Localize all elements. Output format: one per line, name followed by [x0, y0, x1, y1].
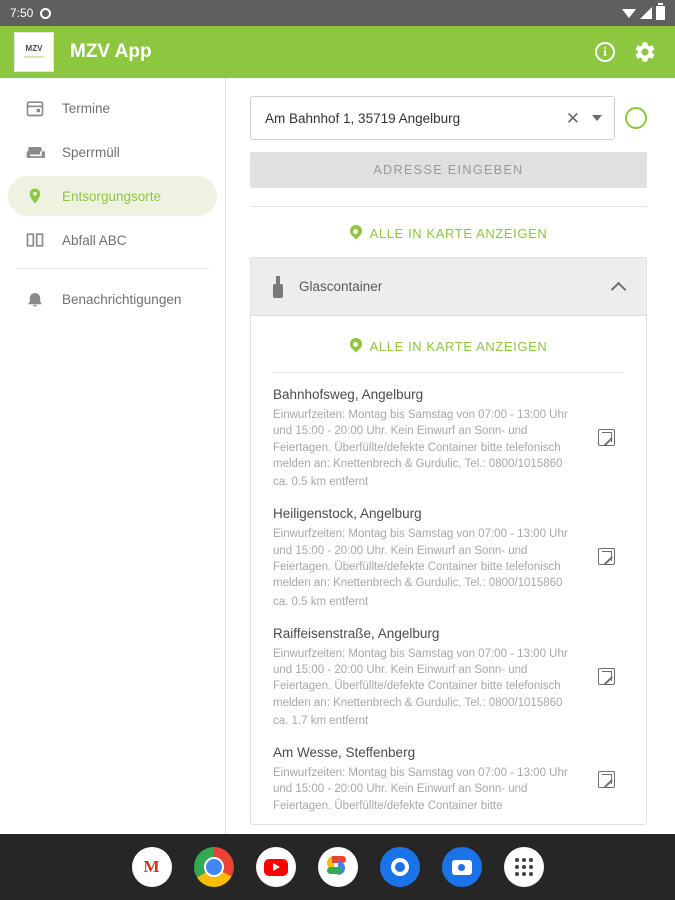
location-description: Einwurfzeiten: Montag bis Samstag von 07:00 - 13:00 Uhr und 15:00 - 20:00 Uhr. Kein Einwurf an Sonn- und Feiertagen. Überfüllte/defekte Container bitte telefonisch melden an: Knettenbrech & Gurdulic, Tel.: 0800/1015860: [273, 647, 568, 709]
app-body: [0, 78, 675, 834]
open-external-icon[interactable]: [588, 771, 624, 788]
show-all-on-map-label: ALLE IN KARTE ANZEIGEN: [369, 225, 548, 241]
sidebar-item-abfall-abc[interactable]: [8, 220, 217, 260]
location-info: [273, 626, 588, 727]
list-item[interactable]: [273, 373, 624, 492]
glascontainer-card: [250, 257, 647, 825]
sofa-icon: [22, 141, 48, 163]
chevron-down-icon[interactable]: [592, 115, 602, 121]
close-icon[interactable]: ✕: [565, 108, 580, 128]
bell-icon: [22, 288, 48, 310]
location-description: Einwurfzeiten: Montag bis Samstag von 07:00 - 13:00 Uhr und 15:00 - 20:00 Uhr. Kein Einwurf an Sonn- und Feiertagen. Überfüllte/defekte Container bitte telefonisch melden an: Knettenbrech & Gurdulic, Tel.: 0800/1015860: [273, 528, 568, 590]
map-pin-icon: [350, 338, 362, 354]
app-logo-line1: MZV: [25, 43, 43, 53]
system-dock: [0, 834, 675, 900]
location-distance: ca. 0.5 km entfernt: [273, 595, 369, 608]
location-info: [273, 387, 588, 488]
app-logo-line2: mittelhessen: [24, 54, 44, 59]
sidebar-item-benachrichtigungen[interactable]: [8, 279, 217, 319]
glascontainer-card-header[interactable]: [251, 258, 646, 316]
sidebar-item-label: Benachrichtigungen: [62, 291, 182, 307]
app-drawer-icon[interactable]: [504, 847, 544, 887]
app-logo: [14, 32, 54, 72]
settings-icon[interactable]: [380, 847, 420, 887]
location-description: Einwurfzeiten: Montag bis Samstag von 07:00 - 13:00 Uhr und 15:00 - 20:00 Uhr. Kein Einwurf an Sonn- und Feiertagen. Überfüllte/defekte Container bitte telefonisch melden an: Knettenbrech & Gurdulic, Tel.: 0800/1015860: [273, 409, 568, 470]
status-bar-right: [622, 6, 665, 20]
location-name: Am Wesse, Steffenberg: [273, 744, 416, 760]
sidebar-item-label: Termine: [62, 100, 111, 116]
main-content: [226, 78, 675, 834]
glascontainer-card-body: [251, 316, 646, 824]
map-pin-icon: [350, 225, 362, 241]
youtube-icon[interactable]: [256, 847, 296, 887]
info-icon: i: [595, 42, 615, 62]
chrome-icon[interactable]: [194, 847, 234, 887]
sidebar-item-termine[interactable]: [8, 88, 217, 128]
book-icon: [22, 229, 48, 251]
wifi-icon: [622, 9, 636, 18]
info-button[interactable]: [589, 36, 621, 68]
status-bar-left: [10, 6, 51, 20]
settings-button[interactable]: [629, 36, 661, 68]
app-bar: [0, 26, 675, 78]
sidebar-divider: [16, 268, 209, 269]
status-clock: 7:50: [10, 6, 34, 20]
list-item[interactable]: [273, 731, 624, 818]
camera-icon[interactable]: [442, 847, 482, 887]
list-item[interactable]: [273, 492, 624, 611]
gear-icon: [40, 8, 51, 19]
battery-icon: [656, 6, 665, 20]
locate-icon[interactable]: [625, 107, 647, 129]
card-show-all-on-map-label: ALLE IN KARTE ANZEIGEN: [369, 338, 548, 354]
sidebar-item-entsorgungsorte[interactable]: [8, 176, 217, 216]
bottle-icon: [273, 276, 283, 298]
signal-icon: [640, 7, 652, 19]
chevron-up-icon[interactable]: [611, 281, 627, 297]
photos-icon[interactable]: [318, 847, 358, 887]
status-bar: [0, 0, 675, 26]
submit-address-button[interactable]: ADRESSE EINGEBEN: [250, 152, 647, 188]
open-external-icon[interactable]: [588, 429, 624, 446]
gear-icon: [633, 40, 657, 64]
page-title: MZV App: [70, 41, 152, 62]
list-item[interactable]: [273, 612, 624, 731]
location-name: Raiffeisenstraße, Angelburg: [273, 625, 440, 641]
calendar-icon: [22, 97, 48, 119]
address-input[interactable]: [250, 96, 615, 140]
gmail-label: M: [143, 857, 160, 876]
open-external-icon[interactable]: [588, 668, 624, 685]
location-info: [273, 506, 588, 607]
sidebar: [0, 78, 226, 834]
show-all-on-map-link[interactable]: [250, 207, 647, 257]
location-name: Bahnhofsweg, Angelburg: [273, 387, 424, 402]
glascontainer-card-title: Glascontainer: [299, 279, 383, 294]
sidebar-item-label: Sperrmüll: [62, 144, 120, 160]
card-show-all-on-map-link[interactable]: [273, 316, 624, 373]
location-info: [273, 745, 588, 814]
sidebar-item-label: Entsorgungsorte: [62, 188, 162, 204]
location-description: Einwurfzeiten: Montag bis Samstag von 07:00 - 13:00 Uhr und 15:00 - 20:00 Uhr. Kein Einwurf an Sonn- und Feiertagen. Überfüllte/defekte Container bitte: [273, 766, 568, 812]
gmail-icon[interactable]: [132, 847, 172, 887]
location-distance: ca. 0.5 km entfernt: [273, 476, 369, 489]
sidebar-item-sperrmuell[interactable]: [8, 132, 217, 172]
open-external-icon[interactable]: [588, 548, 624, 565]
address-value: Am Bahnhof 1, 35719 Angelburg: [265, 110, 461, 126]
sidebar-item-label: Abfall ABC: [62, 232, 127, 248]
location-name: Heiligenstock, Angelburg: [273, 506, 422, 522]
address-row: [250, 96, 647, 140]
location-distance: ca. 1.7 km entfernt: [273, 714, 369, 727]
map-pin-icon: [22, 185, 48, 207]
